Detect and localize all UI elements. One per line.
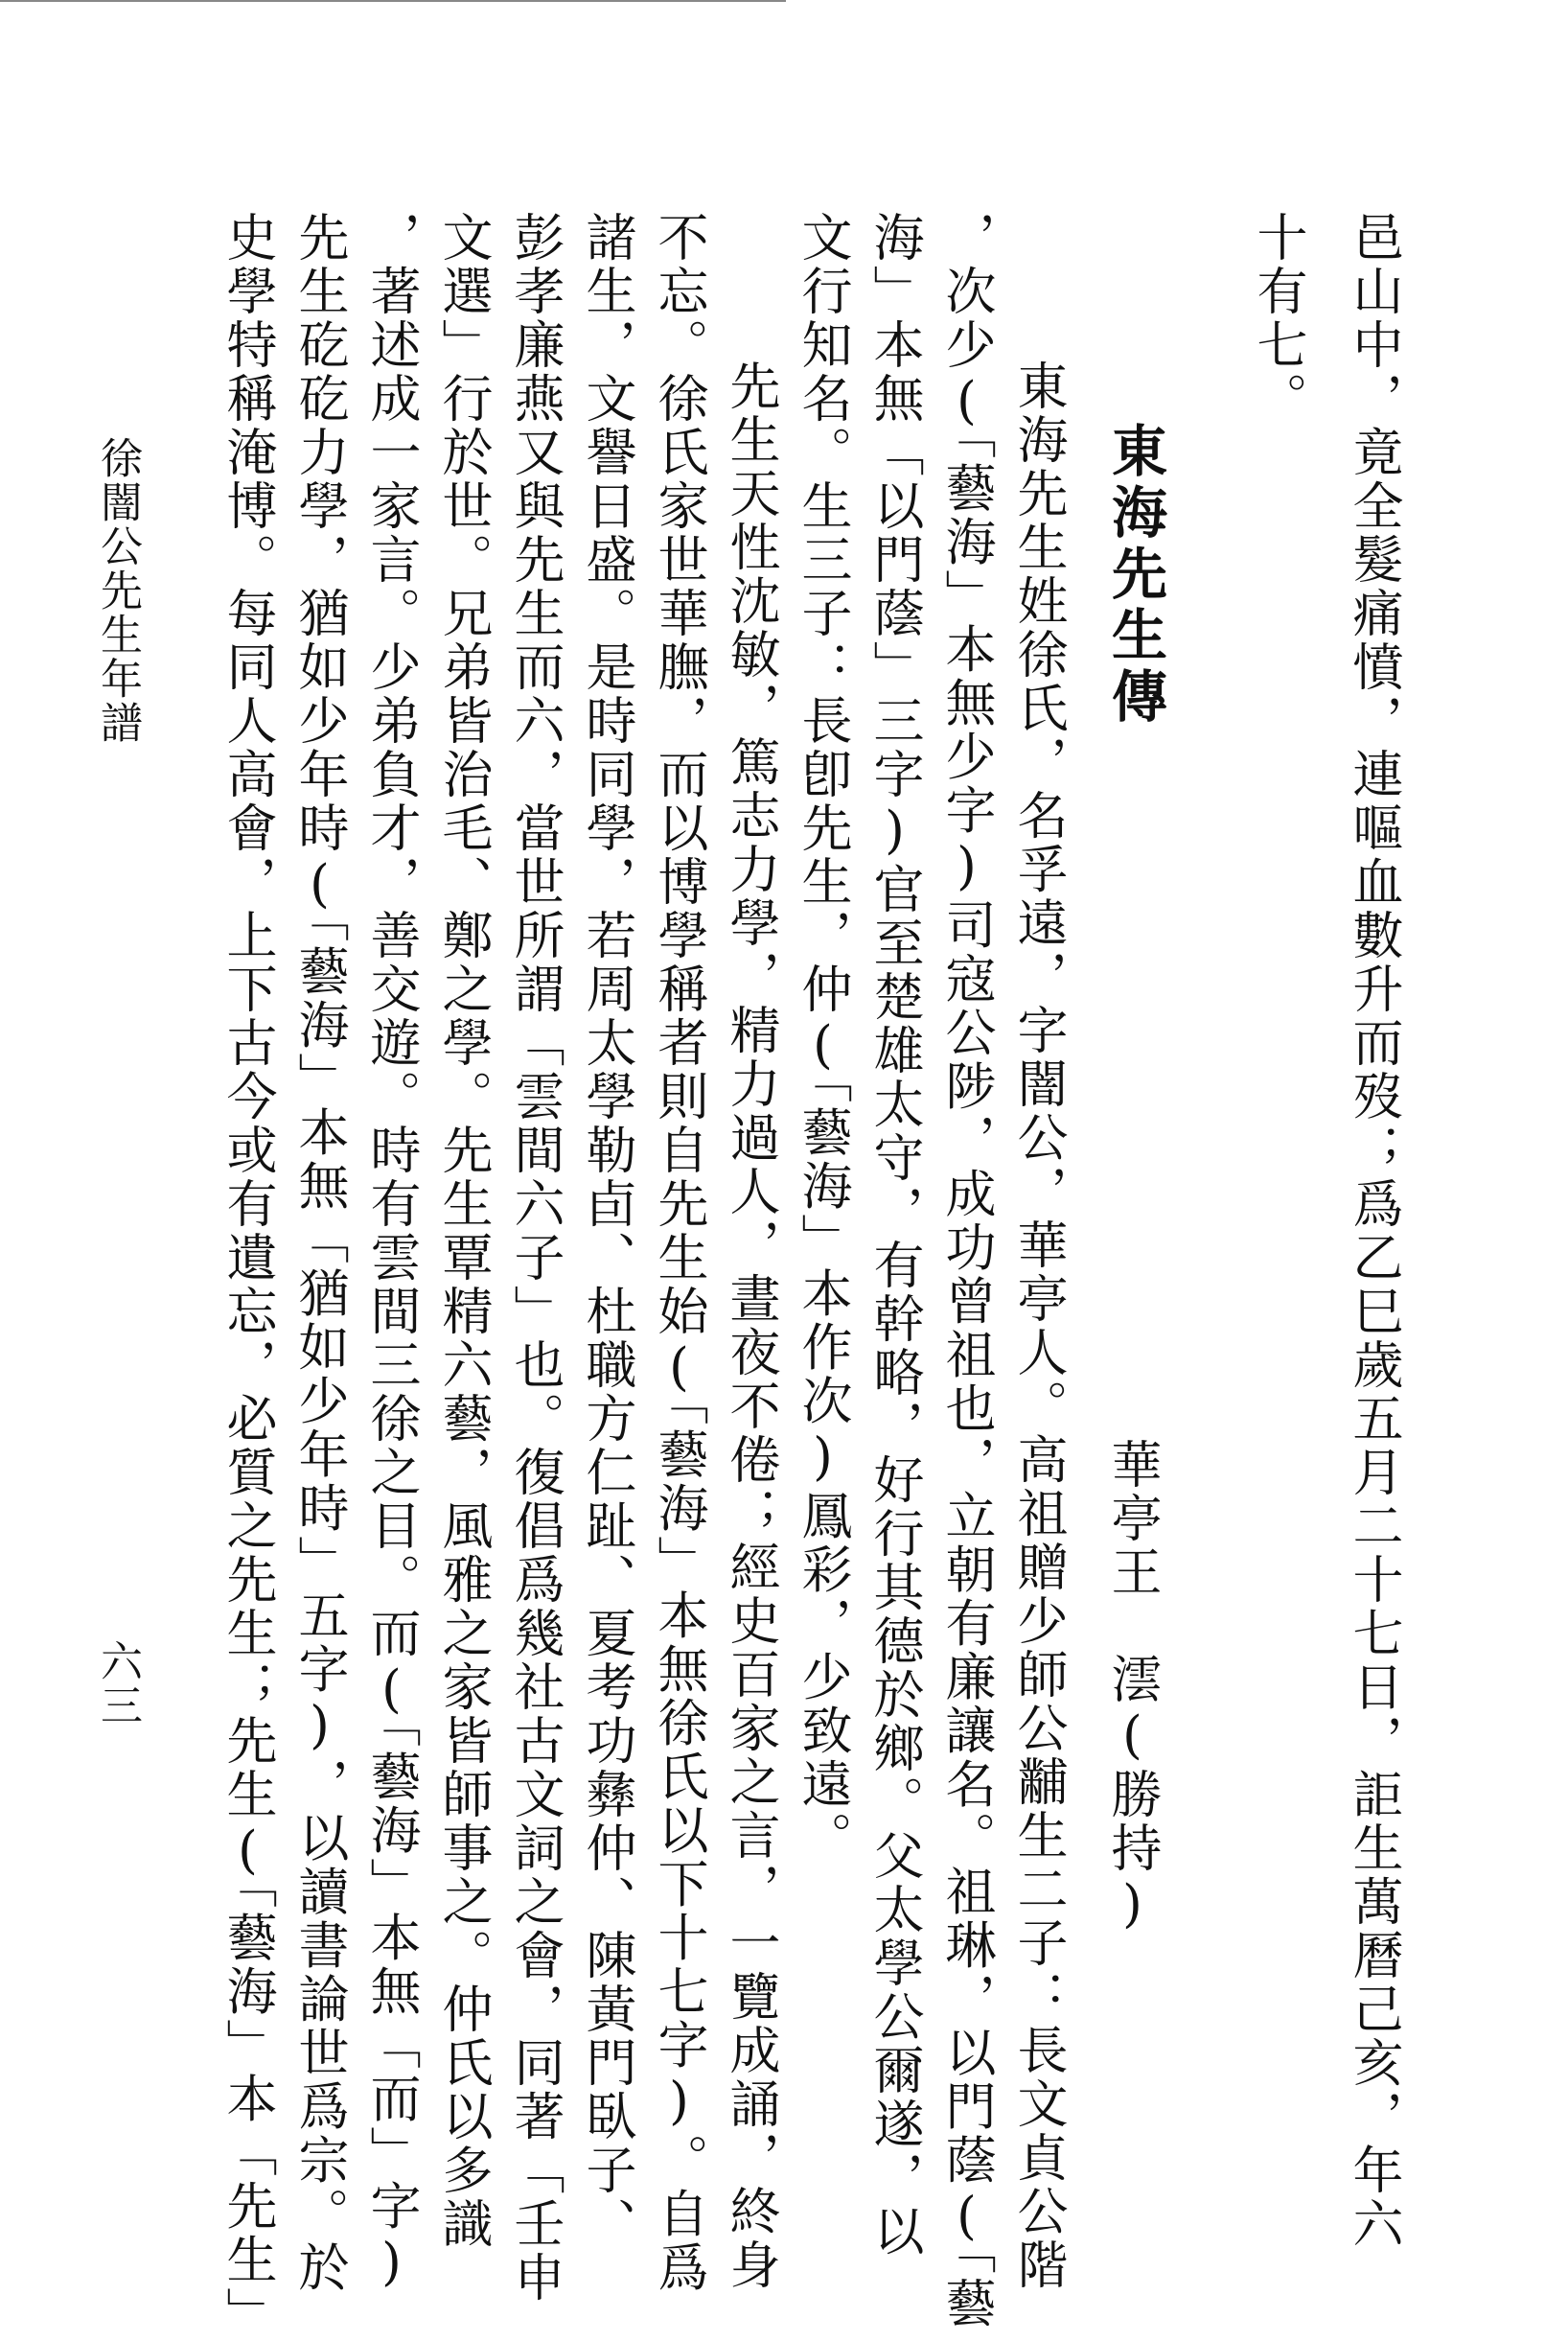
scan-edge-line	[0, 0, 786, 2]
text-column-14: 史學特稱淹博。每同人高會，上下古今或有遺忘，必質之先生；先生(「藝海」本「先生」	[219, 211, 277, 2341]
running-title: 徐闇公先生年譜	[93, 436, 142, 745]
text-column-12: ，著述成一家言。少弟負才，善交遊。時有雲間三徐之目。而(「藝海」本無「而」字)	[362, 211, 421, 2295]
page-number: 六三	[93, 1639, 142, 1727]
text-column-2: 十有七。	[1249, 211, 1307, 426]
text-column-1: 邑山中，竟全髮痛憤，連嘔血數升而歿；爲乙巳歲五月二十七日，詎生萬曆己亥，年六	[1345, 211, 1403, 2251]
section-title: 東海先生傳	[1102, 422, 1167, 729]
text-column-7: 先生天性沈敏，篤志力學，精力過人，晝夜不倦；經史百家之言，一覽成誦，終身	[722, 359, 780, 2292]
text-column-8: 不忘。徐氏家世華膴，而以博學稱者則自先生始(「藝海」本無徐氏以下十七字)。自爲	[650, 211, 708, 2295]
text-column-4: ，次少(「藝海」本無少字)司寇公陟，成功曾祖也，立朝有廉讓名。祖琳，以門蔭(「藝	[937, 211, 996, 2330]
author-line: 華亭王 澐(勝持)	[1103, 1438, 1162, 1936]
text-column-13: 先生矻矻力學，猶如少年時(「藝海」本無「猶如少年時」五字)，以讀書論世爲宗。於	[290, 211, 349, 2295]
text-column-6: 文行知名。生三子：長卽先生，仲(「藝海」本作次)鳳彩，少致遠。	[794, 211, 852, 1866]
text-column-11: 文選」行於世。兄弟皆治毛、鄭之學。先生覃精六藝，風雅之家皆師事之。仲氏以多識	[434, 211, 493, 2251]
text-column-5: 海」本無「以門蔭」三字)官至楚雄太守，有幹略，好行其德於鄉。父太學公爾遂，以	[865, 211, 924, 2259]
text-column-9: 諸生，文譽日盛。是時同學，若周太學勒卣、杜職方仁趾、夏考功彝仲、陳黃門臥子、	[578, 211, 636, 2251]
text-column-3: 東海先生姓徐氏，名孚遠，字闇公，華亭人。高祖贈少師公黼生二子：長文貞公階	[1009, 359, 1068, 2292]
text-column-10: 彭孝廉燕又與先生而六，當世所謂「雲間六子」也。復倡爲幾社古文詞之會，同著「壬申	[506, 211, 565, 2305]
